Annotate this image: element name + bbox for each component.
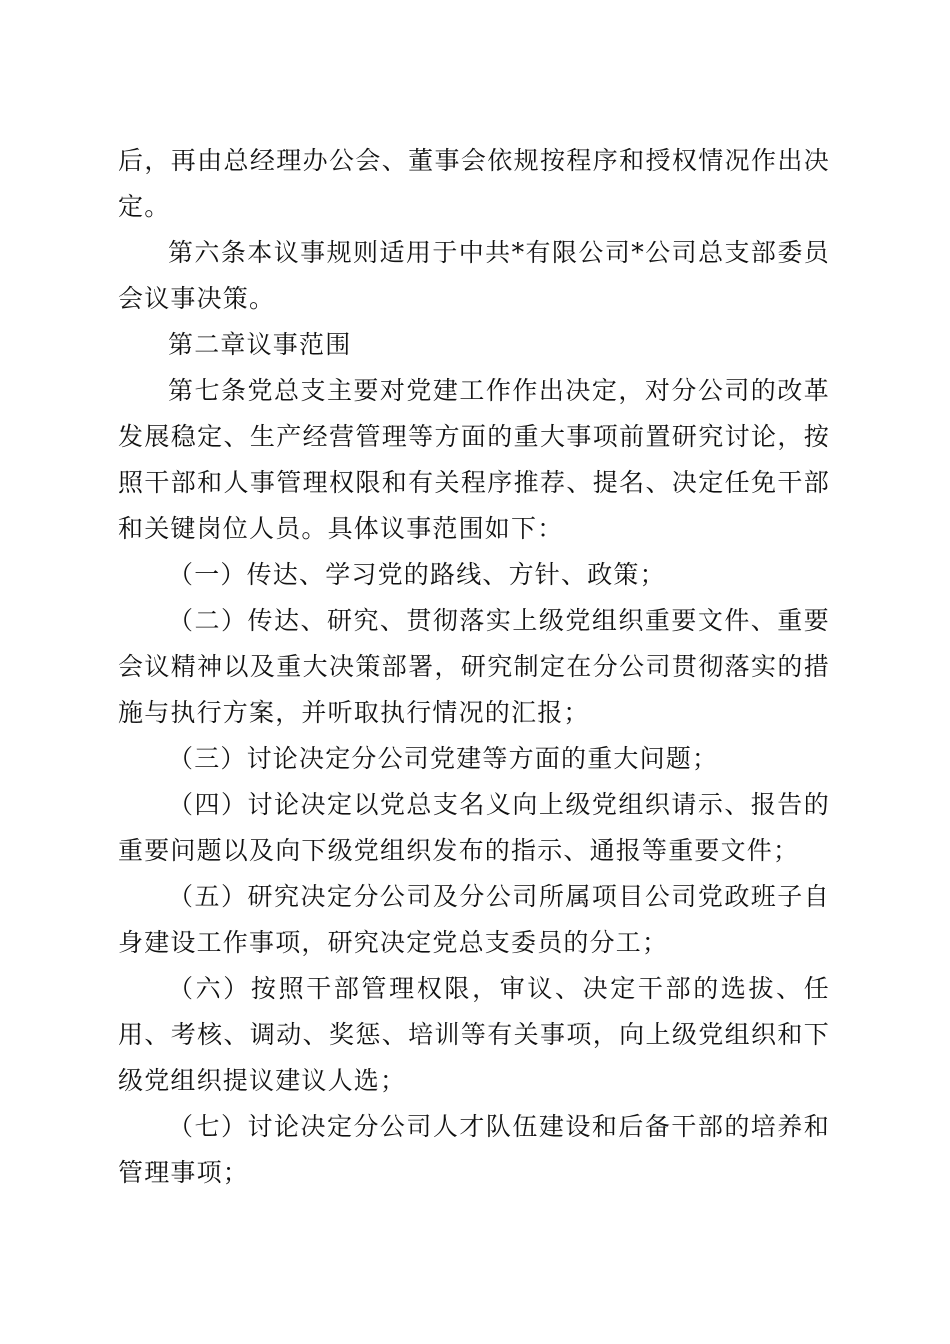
document-body (118, 138, 830, 1196)
paragraph-article-6: 第六条本议事规则适用于中共*有限公司*公司总支部委员会议事决策。 (118, 238, 830, 313)
list-item-7: （七）讨论决定分公司人才队伍建设和后备干部的培养和管理事项； (118, 1112, 830, 1187)
list-item-3: （三）讨论决定分公司党建等方面的重大问题； (168, 744, 719, 773)
list-item-5: （五）研究决定分公司及分公司所属项目公司党政班子自身建设工作事项，研究决定党总支委员的分工； (118, 882, 830, 957)
paragraph-continuation: 后，再由总经理办公会、董事会依规按程序和授权情况作出决定。 (118, 146, 830, 221)
list-item-4: （四）讨论决定以党总支名义向上级党组织请示、报告的重要问题以及向下级党组织发布的指示、通报等重要文件； (118, 790, 830, 865)
paragraph-article-7: 第七条党总支主要对党建工作作出决定，对分公司的改革发展稳定、生产经营管理等方面的重大事项前置研究讨论，按照干部和人事管理权限和有关程序推荐、提名、决定任免干部和关键岗位人员。具体议事范围如下： (118, 376, 830, 543)
list-item-6: （六）按照干部管理权限，审议、决定干部的选拔、任用、考核、调动、奖惩、培训等有关事项，向上级党组织和下级党组织提议建议人选； (118, 974, 830, 1095)
list-item-2: （二）传达、研究、贯彻落实上级党组织重要文件、重要会议精神以及重大决策部署，研究制定在分公司贯彻落实的措施与执行方案，并听取执行情况的汇报； (118, 606, 830, 727)
list-item-1: （一）传达、学习党的路线、方针、政策； (168, 560, 666, 589)
chapter-heading: 第二章议事范围 (168, 330, 352, 359)
